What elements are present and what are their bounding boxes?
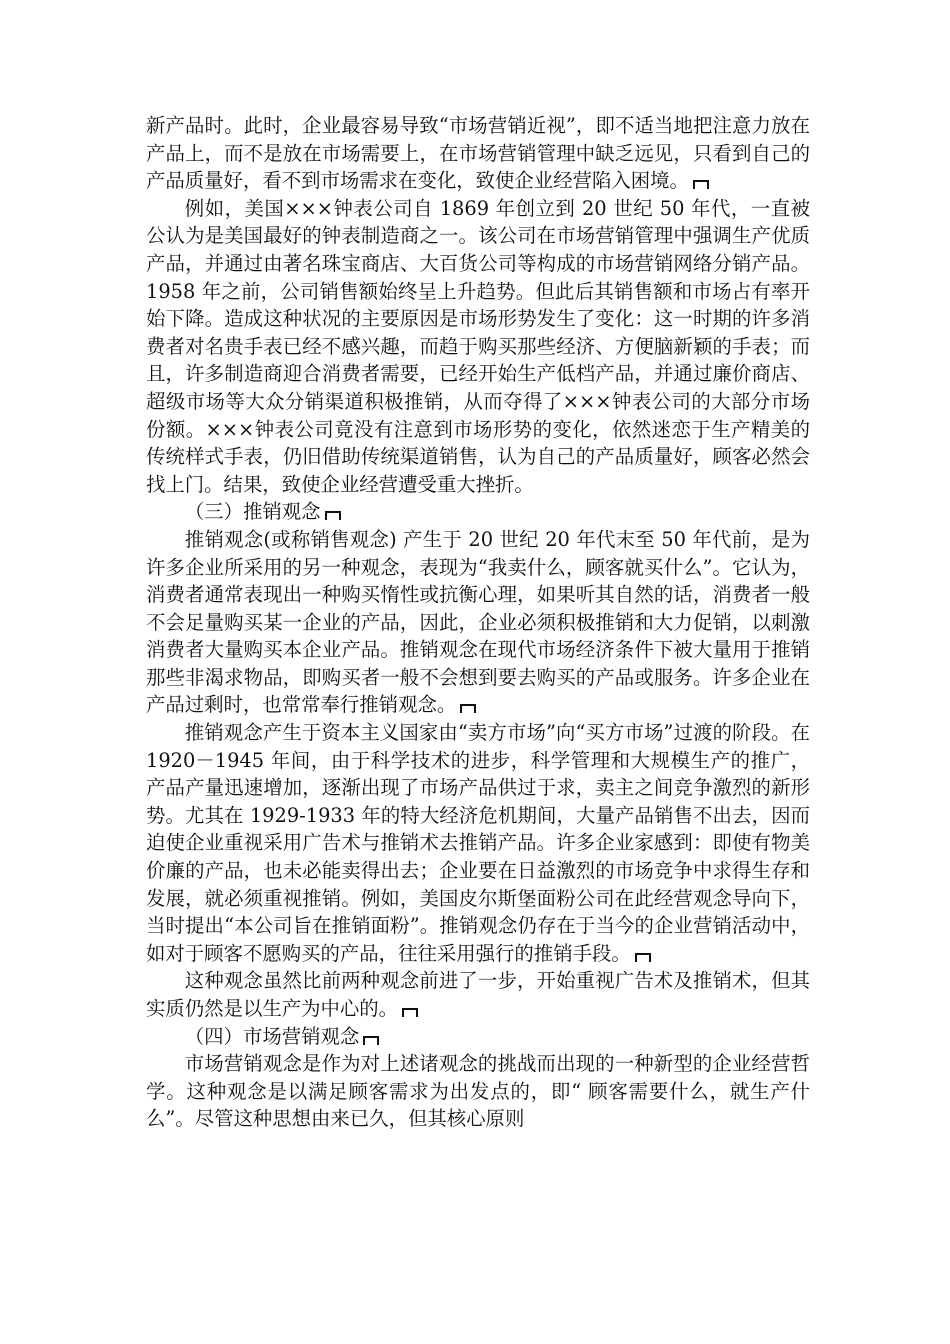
paragraph-end-mark-icon (402, 1008, 418, 1017)
paragraph-5-text: 推销观念产生于资本主义国家由“卖方市场”向“买方市场”过渡的阶段。在 1920－1945 年间，由于科学技术的进步，科学管理和大规模生产的推广，产品产量迅速增加，逐渐出现了市场产品供过于求，卖主之间竞争激烈的新形势。尤其在 1929-1933 年的特大经济危机期间，大量产品销售不出去，因而迫使企业重视采用广告术与推销术去推销产品。许多企业家感到：即使有物美价廉的产品，也未必能卖得出去；企业要在日益激烈的市场竞争中求得生存和发展，就必须重视推销。例如，美国皮尔斯堡面粉公司在此经营观念导向下，当时提出“本公司旨在推销面粉”。推销观念仍存在于当今的企业营销活动中，如对于顾客不愿购买的产品，往往采用强行的推销手段。 (146, 721, 810, 965)
section-heading-3 (146, 498, 810, 526)
paragraph-end-mark-icon (693, 180, 709, 189)
paragraph-2-text: 例如，美国×××钟表公司自 1869 年创立到 20 世纪 50 年代，一直被公认为是美国最好的钟表制造商之一。该公司在市场营销管理中强调生产优质产品，并通过由著名珠宝商店、大百货公司等构成的市场营销网络分销产品。1958 年之前，公司销售额始终呈上升趋势。但此后其销售额和市场占有率开始下降。造成这种状况的主要原因是市场形势发生了变化：这一时期的许多消费者对名贵手表已经不感兴趣，而趋于购买那些经济、方便脑新颖的手表；而且，许多制造商迎合消费者需要，已经开始生产低档产品，并通过廉价商店、超级市场等大众分销渠道积极推销，从而夺得了×××钟表公司的大部分市场份额。×××钟表公司竟没有注意到市场形势的变化，依然迷恋于生产精美的传统样式手表，仍旧借助传统渠道销售，认为自己的产品质量好，顾客必然会找上门。结果，致使企业经营遭受重大挫折。 (146, 196, 810, 496)
paragraph-end-mark-icon (635, 953, 651, 962)
paragraph-5 (146, 719, 810, 967)
paragraph-8 (146, 1050, 810, 1133)
paragraph-1-text: 新产品时。此时，企业最容易导致“市场营销近视”，即不适当地把注意力放在产品上，而不是放在市场需要上，在市场营销管理中缺乏远见，只看到自己的产品质量好，看不到市场需求在变化，致使企业经营陷入困境。 (146, 114, 810, 193)
paragraph-4 (146, 526, 810, 719)
section-heading-4 (146, 1023, 810, 1051)
paragraph-end-mark-icon (460, 704, 476, 713)
paragraph-6 (146, 967, 810, 1022)
document-page (146, 112, 810, 1133)
paragraph-end-mark-icon (363, 1036, 379, 1045)
section-heading-4-text: （四）市场营销观念 (184, 1024, 360, 1048)
section-heading-3-text: （三）推销观念 (184, 500, 321, 524)
paragraph-6-text: 这种观念虽然比前两种观念前进了一步，开始重视广告术及推销术，但其实质仍然是以生产为中心的。 (146, 969, 810, 1020)
paragraph-end-mark-icon (325, 511, 341, 520)
paragraph-1 (146, 112, 810, 195)
paragraph-2 (146, 195, 810, 499)
paragraph-8-text: 市场营销观念是作为对上述诸观念的挑战而出现的一种新型的企业经营哲学。这种观念是以满足顾客需求为出发点的，即“ 顾客需要什么，就生产什么”。尽管这种思想由来已久，但其核心原则 (146, 1052, 810, 1131)
paragraph-4-text: 推销观念(或称销售观念) 产生于 20 世纪 20 年代末至 50 年代前，是为许多企业所采用的另一种观念，表现为“我卖什么，顾客就买什么”。它认为，消费者通常表现出一种购买惰性或抗衡心理，如果听其自然的话，消费者一般不会足量购买某一企业的产品，因此，企业必须积极推销和大力促销，以刺激消费者大量购买本企业产品。推销观念在现代市场经济条件下被大量用于推销那些非渴求物品，即购买者一般不会想到要去购买的产品或服务。许多企业在产品过剩时，也常常奉行推销观念。 (146, 527, 810, 717)
